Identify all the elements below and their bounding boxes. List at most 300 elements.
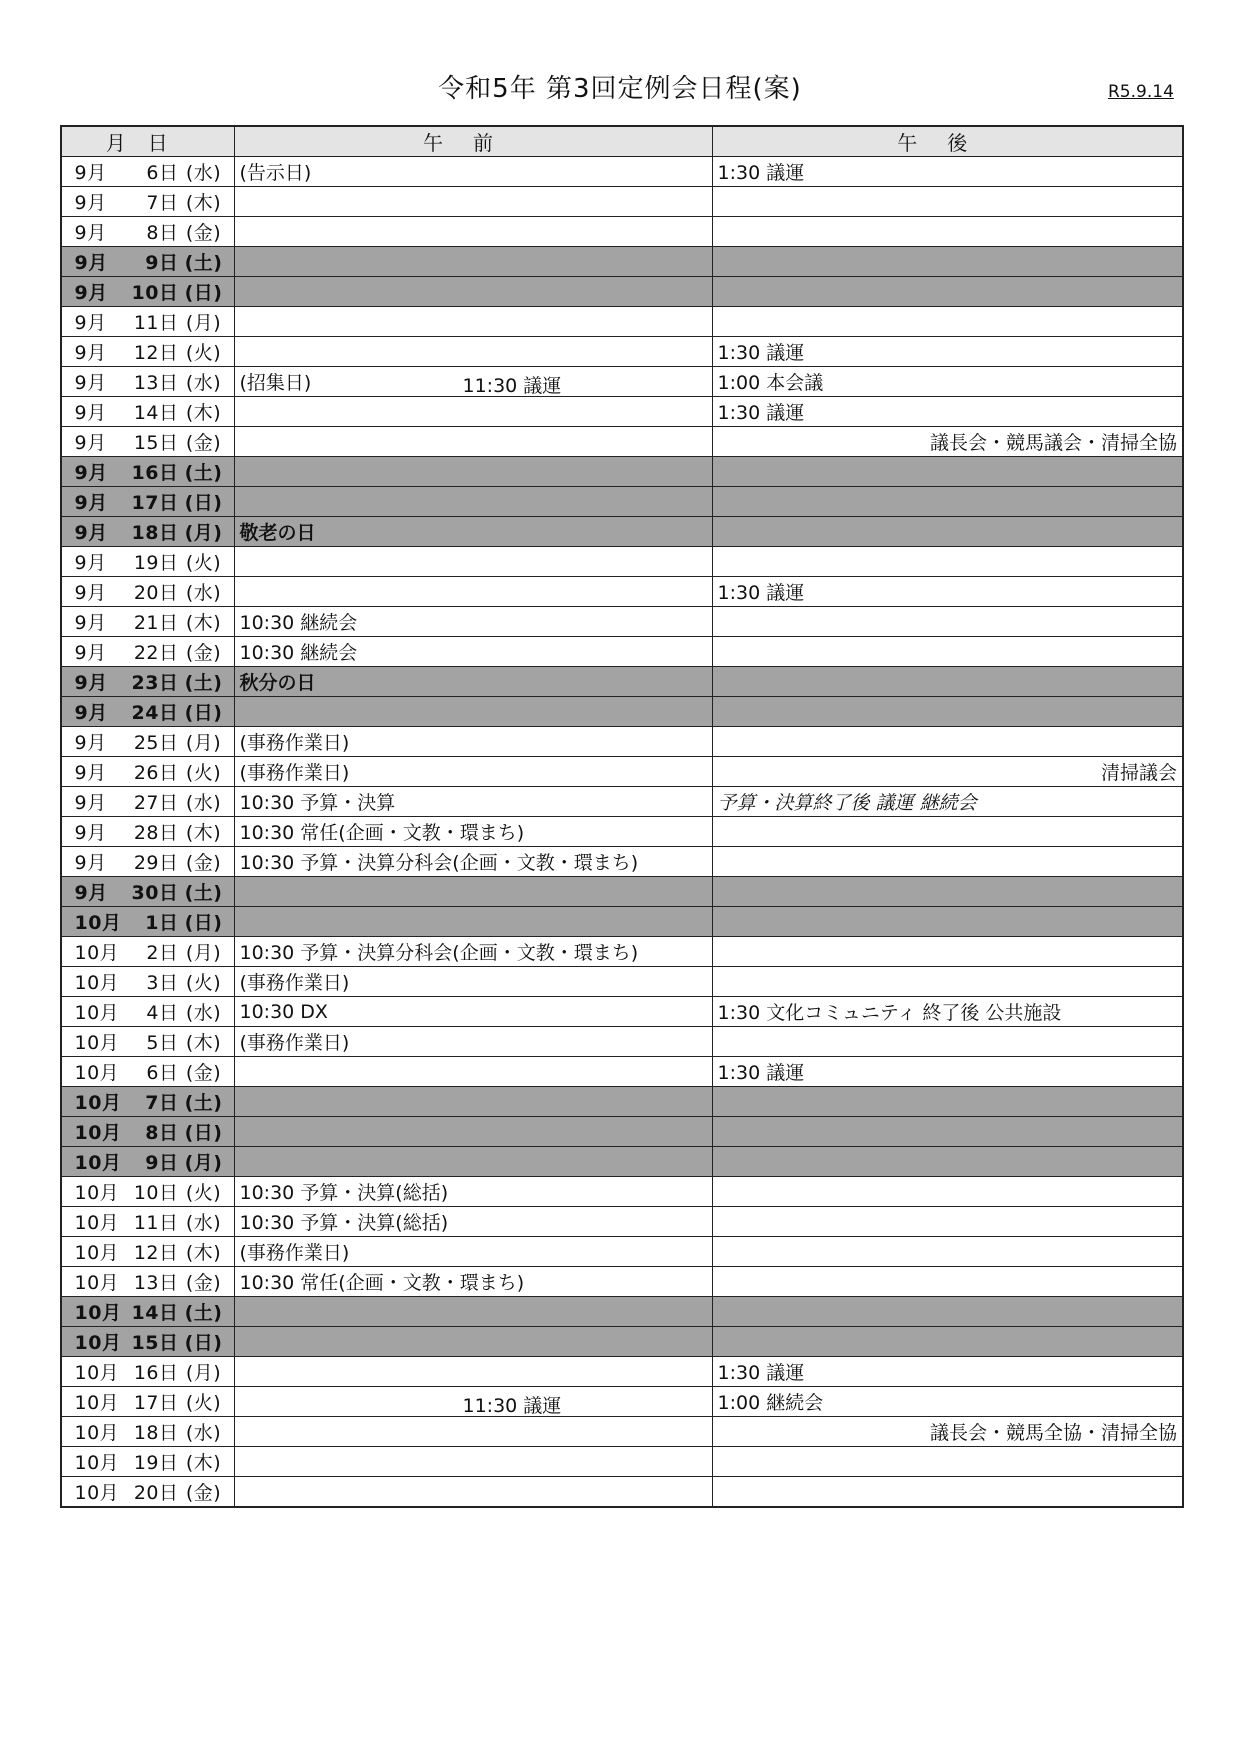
afternoon-cell xyxy=(712,427,1183,457)
date-month: 9月 xyxy=(74,732,107,754)
date-day: 9日 xyxy=(145,252,179,274)
morning-cell xyxy=(234,307,712,337)
date-month: 9月 xyxy=(74,372,107,394)
date-month: 10月 xyxy=(74,1422,120,1444)
date-month: 9月 xyxy=(74,792,107,814)
date-cell xyxy=(61,1147,234,1177)
date-cell xyxy=(61,1207,234,1237)
morning-cell xyxy=(234,787,712,817)
afternoon-cell xyxy=(712,877,1183,907)
date-cell xyxy=(61,397,234,427)
date-weekday: (水) xyxy=(185,1212,222,1234)
table-row xyxy=(61,1297,1183,1327)
date-day: 13日 xyxy=(133,372,179,394)
afternoon-cell xyxy=(712,607,1183,637)
table-row xyxy=(61,457,1183,487)
date-month: 10月 xyxy=(74,1122,122,1144)
date-day: 29日 xyxy=(133,852,179,874)
table-row xyxy=(61,817,1183,847)
date-month: 10月 xyxy=(74,1152,122,1174)
date-cell xyxy=(61,1387,234,1417)
date-month: 9月 xyxy=(74,312,107,334)
date-month: 10月 xyxy=(74,1212,120,1234)
morning-text: 10:30 常任(企画・文教・環まち) xyxy=(239,1272,525,1294)
date-day: 11日 xyxy=(133,312,179,334)
afternoon-cell xyxy=(712,547,1183,577)
date-day: 7日 xyxy=(145,1092,179,1114)
morning-cell xyxy=(234,907,712,937)
afternoon-cell xyxy=(712,517,1183,547)
date-day: 20日 xyxy=(133,1481,179,1504)
morning-cell xyxy=(234,247,712,277)
afternoon-cell xyxy=(712,727,1183,757)
morning-text: 10:30 予算・決算(総括) xyxy=(239,1182,449,1204)
morning-cell xyxy=(234,697,712,727)
table-row xyxy=(61,1387,1183,1417)
afternoon-cell xyxy=(712,157,1183,187)
date-cell xyxy=(61,967,234,997)
table-row xyxy=(61,337,1183,367)
date-cell xyxy=(61,1087,234,1117)
table-row xyxy=(61,1477,1183,1507)
table-row xyxy=(61,307,1183,337)
date-month: 10月 xyxy=(74,1481,120,1504)
date-weekday: (水) xyxy=(185,1002,222,1024)
table-row xyxy=(61,997,1183,1027)
date-month: 9月 xyxy=(74,282,108,304)
date-day: 3日 xyxy=(146,972,179,994)
date-cell xyxy=(61,187,234,217)
date-day: 13日 xyxy=(133,1272,179,1294)
table-row xyxy=(61,187,1183,217)
date-weekday: (日) xyxy=(184,912,223,934)
date-day: 12日 xyxy=(133,342,179,364)
morning-text: (事務作業日) xyxy=(239,1242,350,1264)
afternoon-cell xyxy=(712,787,1183,817)
date-day: 30日 xyxy=(131,882,179,904)
afternoon-cell xyxy=(712,1417,1183,1447)
morning-cell xyxy=(234,607,712,637)
afternoon-cell xyxy=(712,1447,1183,1477)
afternoon-cell xyxy=(712,1267,1183,1297)
date-weekday: (土) xyxy=(184,462,223,484)
date-cell xyxy=(61,1267,234,1297)
afternoon-text: 1:30 議運 xyxy=(717,342,805,364)
morning-cell xyxy=(234,1387,712,1417)
morning-cell xyxy=(234,877,712,907)
date-month: 9月 xyxy=(74,192,107,214)
afternoon-cell xyxy=(712,997,1183,1027)
date-weekday: (土) xyxy=(184,1092,223,1114)
morning-cell xyxy=(234,997,712,1027)
table-row xyxy=(61,1327,1183,1357)
morning-text: (事務作業日) xyxy=(239,732,350,754)
date-weekday: (日) xyxy=(184,702,223,724)
morning-cell xyxy=(234,337,712,367)
date-day: 25日 xyxy=(133,732,179,754)
date-cell xyxy=(61,637,234,667)
table-row xyxy=(61,877,1183,907)
date-weekday: (金) xyxy=(185,852,222,874)
afternoon-cell xyxy=(712,1117,1183,1147)
date-cell xyxy=(61,277,234,307)
date-weekday: (月) xyxy=(185,312,222,334)
date-month: 10月 xyxy=(74,972,120,994)
date-month: 10月 xyxy=(74,1182,120,1204)
date-day: 6日 xyxy=(146,1062,179,1084)
date-weekday: (月) xyxy=(185,942,222,964)
date-day: 11日 xyxy=(133,1212,179,1234)
date-weekday: (金) xyxy=(185,1272,222,1294)
morning-cell xyxy=(234,367,712,397)
table-header xyxy=(61,126,1183,157)
date-weekday: (火) xyxy=(185,1182,222,1204)
morning-text: 10:30 継続会 xyxy=(239,612,358,634)
morning-cell xyxy=(234,1237,712,1267)
date-month: 9月 xyxy=(74,162,107,184)
table-row xyxy=(61,1447,1183,1477)
date-month: 10月 xyxy=(74,1242,120,1264)
afternoon-cell xyxy=(712,1327,1183,1357)
date-cell xyxy=(61,157,234,187)
date-weekday: (水) xyxy=(185,582,222,604)
afternoon-cell xyxy=(712,457,1183,487)
date-month: 9月 xyxy=(74,672,108,694)
date-weekday: (木) xyxy=(185,402,222,424)
date-day: 20日 xyxy=(133,582,179,604)
afternoon-cell xyxy=(712,217,1183,247)
document-date: R5.9.14 xyxy=(1108,82,1174,102)
afternoon-cell xyxy=(712,397,1183,427)
date-cell xyxy=(61,427,234,457)
date-month: 9月 xyxy=(74,642,107,664)
afternoon-cell xyxy=(712,1147,1183,1177)
date-month: 9月 xyxy=(74,252,108,274)
date-day: 2日 xyxy=(146,942,179,964)
afternoon-cell xyxy=(712,937,1183,967)
table-row xyxy=(61,547,1183,577)
afternoon-cell xyxy=(712,1297,1183,1327)
afternoon-cell xyxy=(712,307,1183,337)
date-weekday: (水) xyxy=(185,1422,222,1444)
table-row xyxy=(61,1117,1183,1147)
afternoon-cell xyxy=(712,757,1183,787)
morning-text: (事務作業日) xyxy=(239,972,350,994)
table-row xyxy=(61,757,1183,787)
morning-cell xyxy=(234,937,712,967)
table-row xyxy=(61,847,1183,877)
afternoon-cell xyxy=(712,967,1183,997)
afternoon-text: 議長会・競馬全協・清掃全協 xyxy=(929,1422,1177,1444)
date-cell xyxy=(61,1237,234,1267)
morning-cell xyxy=(234,1447,712,1477)
morning-cell xyxy=(234,1477,712,1507)
date-day: 1日 xyxy=(145,912,179,934)
date-weekday: (日) xyxy=(184,1332,223,1354)
date-day: 15日 xyxy=(133,432,179,454)
date-day: 9日 xyxy=(145,1152,179,1174)
date-month: 9月 xyxy=(74,342,107,364)
date-day: 18日 xyxy=(131,522,179,544)
morning-cell xyxy=(234,577,712,607)
morning-cell xyxy=(234,187,712,217)
morning-text: 10:30 予算・決算(総括) xyxy=(239,1212,449,1234)
table-row xyxy=(61,517,1183,547)
header-am: 午前 xyxy=(234,126,712,157)
date-weekday: (火) xyxy=(185,342,222,364)
date-day: 27日 xyxy=(133,792,179,814)
table-row xyxy=(61,907,1183,937)
date-weekday: (金) xyxy=(185,1062,222,1084)
date-day: 15日 xyxy=(131,1332,179,1354)
date-month: 10月 xyxy=(74,1032,120,1054)
date-cell xyxy=(61,607,234,637)
morning-cell xyxy=(234,637,712,667)
date-day: 10日 xyxy=(131,282,179,304)
date-day: 6日 xyxy=(146,162,179,184)
date-cell xyxy=(61,907,234,937)
morning-text: 10:30 常任(企画・文教・環まち) xyxy=(239,822,525,844)
date-day: 21日 xyxy=(133,612,179,634)
morning-cell xyxy=(234,1027,712,1057)
morning-cell xyxy=(234,157,712,187)
date-cell xyxy=(61,307,234,337)
morning-cell xyxy=(234,1417,712,1447)
morning-extra-text: 11:30 議運 xyxy=(462,1395,562,1417)
date-day: 14日 xyxy=(133,402,179,424)
date-month: 9月 xyxy=(74,522,108,544)
morning-text: 10:30 継続会 xyxy=(239,642,358,664)
morning-cell xyxy=(234,847,712,877)
header-date: 月日 xyxy=(61,126,234,157)
morning-text: 10:30 予算・決算分科会(企画・文教・環まち) xyxy=(239,942,639,964)
table-row xyxy=(61,277,1183,307)
date-weekday: (日) xyxy=(184,492,223,514)
date-month: 9月 xyxy=(74,222,107,244)
date-day: 24日 xyxy=(131,702,179,724)
date-cell xyxy=(61,937,234,967)
date-month: 10月 xyxy=(74,1302,122,1324)
header-row xyxy=(61,126,1183,157)
morning-cell xyxy=(234,397,712,427)
schedule-body xyxy=(61,157,1183,1507)
morning-cell xyxy=(234,1057,712,1087)
morning-cell xyxy=(234,1177,712,1207)
date-weekday: (土) xyxy=(184,882,223,904)
date-month: 9月 xyxy=(74,882,108,904)
date-month: 9月 xyxy=(74,702,108,724)
table-row xyxy=(61,1087,1183,1117)
afternoon-text: 1:00 本会議 xyxy=(717,372,824,394)
morning-text: 10:30 DX xyxy=(239,1000,328,1023)
table-row xyxy=(61,157,1183,187)
date-day: 8日 xyxy=(146,222,179,244)
table-row xyxy=(61,967,1183,997)
afternoon-text: 1:30 議運 xyxy=(717,162,805,184)
date-day: 19日 xyxy=(133,1452,179,1474)
date-cell xyxy=(61,1177,234,1207)
date-cell xyxy=(61,1357,234,1387)
afternoon-cell xyxy=(712,1237,1183,1267)
table-row xyxy=(61,487,1183,517)
table-row xyxy=(61,1237,1183,1267)
morning-extra-text: 11:30 議運 xyxy=(462,375,562,397)
date-cell xyxy=(61,487,234,517)
date-weekday: (火) xyxy=(185,972,222,994)
morning-cell xyxy=(234,967,712,997)
date-cell xyxy=(61,517,234,547)
date-cell xyxy=(61,817,234,847)
date-weekday: (土) xyxy=(184,1302,223,1324)
date-cell xyxy=(61,1027,234,1057)
morning-text: 10:30 予算・決算 xyxy=(239,792,396,814)
afternoon-cell xyxy=(712,187,1183,217)
date-weekday: (水) xyxy=(185,372,222,394)
afternoon-cell xyxy=(712,487,1183,517)
date-weekday: (木) xyxy=(185,1452,222,1474)
table-row xyxy=(61,637,1183,667)
afternoon-cell xyxy=(712,817,1183,847)
morning-text: (事務作業日) xyxy=(239,1032,350,1054)
afternoon-cell xyxy=(712,367,1183,397)
date-weekday: (水) xyxy=(185,162,222,184)
afternoon-cell xyxy=(712,1357,1183,1387)
date-weekday: (金) xyxy=(185,1481,222,1504)
date-month: 10月 xyxy=(74,1332,122,1354)
date-weekday: (火) xyxy=(185,1392,222,1414)
table-row xyxy=(61,1147,1183,1177)
table-row xyxy=(61,217,1183,247)
date-cell xyxy=(61,727,234,757)
date-day: 22日 xyxy=(133,642,179,664)
date-weekday: (火) xyxy=(185,762,222,784)
date-cell xyxy=(61,1297,234,1327)
date-weekday: (金) xyxy=(185,432,222,454)
date-weekday: (土) xyxy=(184,252,223,274)
date-month: 9月 xyxy=(74,492,108,514)
morning-cell xyxy=(234,1207,712,1237)
afternoon-cell xyxy=(712,1477,1183,1507)
date-weekday: (木) xyxy=(185,192,222,214)
date-cell xyxy=(61,1477,234,1507)
date-weekday: (火) xyxy=(185,552,222,574)
morning-cell xyxy=(234,1087,712,1117)
date-month: 9月 xyxy=(74,822,107,844)
date-day: 17日 xyxy=(133,1392,179,1414)
date-day: 4日 xyxy=(146,1002,179,1024)
table-row xyxy=(61,1357,1183,1387)
date-day: 14日 xyxy=(131,1302,179,1324)
date-cell xyxy=(61,337,234,367)
date-month: 9月 xyxy=(74,852,107,874)
date-weekday: (日) xyxy=(184,1122,223,1144)
date-month: 9月 xyxy=(74,612,107,634)
afternoon-text: 1:00 継続会 xyxy=(717,1392,824,1414)
header-pm: 午後 xyxy=(712,126,1183,157)
afternoon-cell xyxy=(712,1387,1183,1417)
date-month: 10月 xyxy=(74,1362,120,1384)
morning-cell xyxy=(234,427,712,457)
afternoon-cell xyxy=(712,247,1183,277)
date-weekday: (月) xyxy=(184,522,223,544)
date-cell xyxy=(61,877,234,907)
table-row xyxy=(61,727,1183,757)
afternoon-cell xyxy=(712,337,1183,367)
table-row xyxy=(61,367,1183,397)
morning-cell xyxy=(234,757,712,787)
morning-text: (告示日) xyxy=(239,162,312,184)
date-day: 28日 xyxy=(133,822,179,844)
afternoon-cell xyxy=(712,637,1183,667)
date-cell xyxy=(61,667,234,697)
afternoon-cell xyxy=(712,697,1183,727)
schedule-table xyxy=(60,125,1184,1508)
afternoon-cell xyxy=(712,1177,1183,1207)
afternoon-cell xyxy=(712,1207,1183,1237)
date-weekday: (日) xyxy=(184,282,223,304)
morning-cell xyxy=(234,547,712,577)
afternoon-cell xyxy=(712,667,1183,697)
morning-cell xyxy=(234,1147,712,1177)
date-day: 23日 xyxy=(131,672,179,694)
morning-text: 敬老の日 xyxy=(239,522,316,544)
date-weekday: (木) xyxy=(185,612,222,634)
date-weekday: (木) xyxy=(185,1032,222,1054)
date-cell xyxy=(61,757,234,787)
date-cell xyxy=(61,997,234,1027)
date-month: 10月 xyxy=(74,1272,120,1294)
afternoon-text: 1:30 議運 xyxy=(717,1362,805,1384)
morning-cell xyxy=(234,727,712,757)
date-weekday: (水) xyxy=(185,792,222,814)
table-row xyxy=(61,1417,1183,1447)
morning-cell xyxy=(234,667,712,697)
afternoon-cell xyxy=(712,1057,1183,1087)
table-row xyxy=(61,607,1183,637)
afternoon-cell xyxy=(712,1027,1183,1057)
morning-cell xyxy=(234,817,712,847)
table-row xyxy=(61,937,1183,967)
date-cell xyxy=(61,1117,234,1147)
date-cell xyxy=(61,577,234,607)
date-day: 18日 xyxy=(133,1422,179,1444)
morning-cell xyxy=(234,1357,712,1387)
date-month: 9月 xyxy=(74,432,107,454)
date-month: 10月 xyxy=(74,1062,120,1084)
morning-text: (事務作業日) xyxy=(239,762,350,784)
date-day: 10日 xyxy=(133,1182,179,1204)
date-month: 9月 xyxy=(74,762,107,784)
table-row xyxy=(61,397,1183,427)
table-row xyxy=(61,577,1183,607)
date-day: 5日 xyxy=(146,1032,179,1054)
table-row xyxy=(61,247,1183,277)
date-day: 17日 xyxy=(131,492,179,514)
afternoon-text: 予算・決算終了後 議運 継続会 xyxy=(717,792,977,814)
morning-cell xyxy=(234,1117,712,1147)
morning-cell xyxy=(234,487,712,517)
date-weekday: (木) xyxy=(185,822,222,844)
date-cell xyxy=(61,367,234,397)
date-cell xyxy=(61,217,234,247)
date-cell xyxy=(61,847,234,877)
afternoon-cell xyxy=(712,1087,1183,1117)
afternoon-text: 1:30 議運 xyxy=(717,402,805,424)
date-month: 9月 xyxy=(74,582,107,604)
date-weekday: (木) xyxy=(185,1242,222,1264)
afternoon-text: 1:30 議運 xyxy=(717,1062,805,1084)
morning-cell xyxy=(234,517,712,547)
